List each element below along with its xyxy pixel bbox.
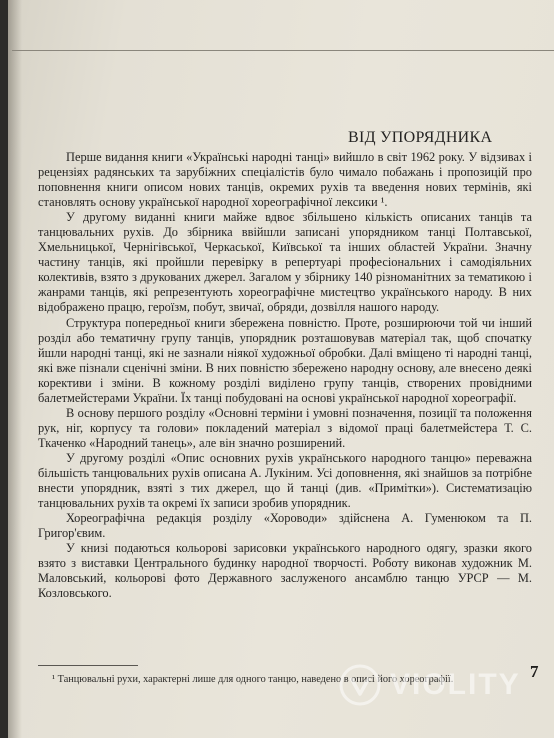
paragraph-2: У другому виданні книги майже вдвоє збільшено кількість описаних танців та танцювальних рухів. До збірника ввійшли записані упорядником танці Полтавської, Хмельницької, Чернігівської, Черкаської, Київської та інших областей України. Значну частину танців, які пройшли перевірку в репертуарі професіональних і самодіяльних колективів, взято з друкованих джерел. Загалом у збірнику 140 різноманітних за тематикою і жанрами танців, які репрезентують хореографічне мистецтво українського народу. В них відображено працю, героїзм, побут, звичаї, обряди, дозвілля нашого народу. — [38, 210, 532, 315]
watermark-text: VIOLITY — [390, 668, 521, 701]
paragraph-1: Перше видання книги «Українські народні танці» вийшло в світ 1962 року. У відзивах і рецензіях радянських та зарубіжних спеціалістів було чимало побажань і пропозицій про поповнення книги описом нових танців, окремих рухів та введення нових термінів, які становлять основу української народної хореографічної лексики ¹. — [38, 150, 532, 210]
paragraph-4: В основу першого розділу «Основні терміни і умовні позначення, позиції та положення рук, ніг, корпусу та голови» покладений матеріал з відомої праці балетмейстера Т. С. Ткаченко «Народний танець», але він значно розширений. — [38, 405, 532, 450]
body-text — [38, 150, 532, 601]
page-heading: ВІД УПОРЯДНИКА — [348, 129, 493, 146]
header-rule — [12, 50, 554, 51]
paragraph-6: Хореографічна редакція розділу «Хороводи» здійснена А. Гуменюком та П. Григор'євим. — [38, 511, 532, 541]
footnote: ¹ Танцювальні рухи, характерні лише для одного танцю, наведено в описі його хореографії. — [52, 674, 454, 685]
page-number: 7 — [530, 662, 539, 681]
paragraph-7: У книзі подаються кольорові зарисовки українського народного одягу, зразки якого взято з виставки Центрального будинку народної творчості. Роботу виконав художник М. Маловський, кольорові фото Державного заслуженого ансамблю танцю УРСР — М. Козловського. — [38, 541, 532, 601]
paragraph-3: Структура попередньої книги збережена повністю. Проте, розширюючи той чи інший розділ або тематичну групу танців, упорядник розташовував матеріал так, щоб спочатку йшли народні танці, які не зазнали ніякої художньої обробки. Далі вміщено ті народні танці, які вже пізнали сценічні зміни. В них повністю збережено народну основу, але внесено деякі корективи і зміни. В кожному розділі виділено групу танців, створених провідними балетмейстерами України. Їх танці побудовані на основі української народної хореографії. — [38, 315, 532, 405]
paragraph-5: У другому розділі «Опис основних рухів українського народного танцю» переважна більшість танцювальних рухів описана А. Лукіним. Усі доповнення, які знайшов за потрібне внести упорядник, взяті з тих джерел, що й танці (див. «Примітки»). Систематизацію танцювальних рухів та окремі їх записи зробив упорядник. — [38, 450, 532, 511]
spine-shadow — [8, 0, 22, 738]
footnote-rule — [38, 665, 138, 666]
book-page — [8, 0, 554, 738]
